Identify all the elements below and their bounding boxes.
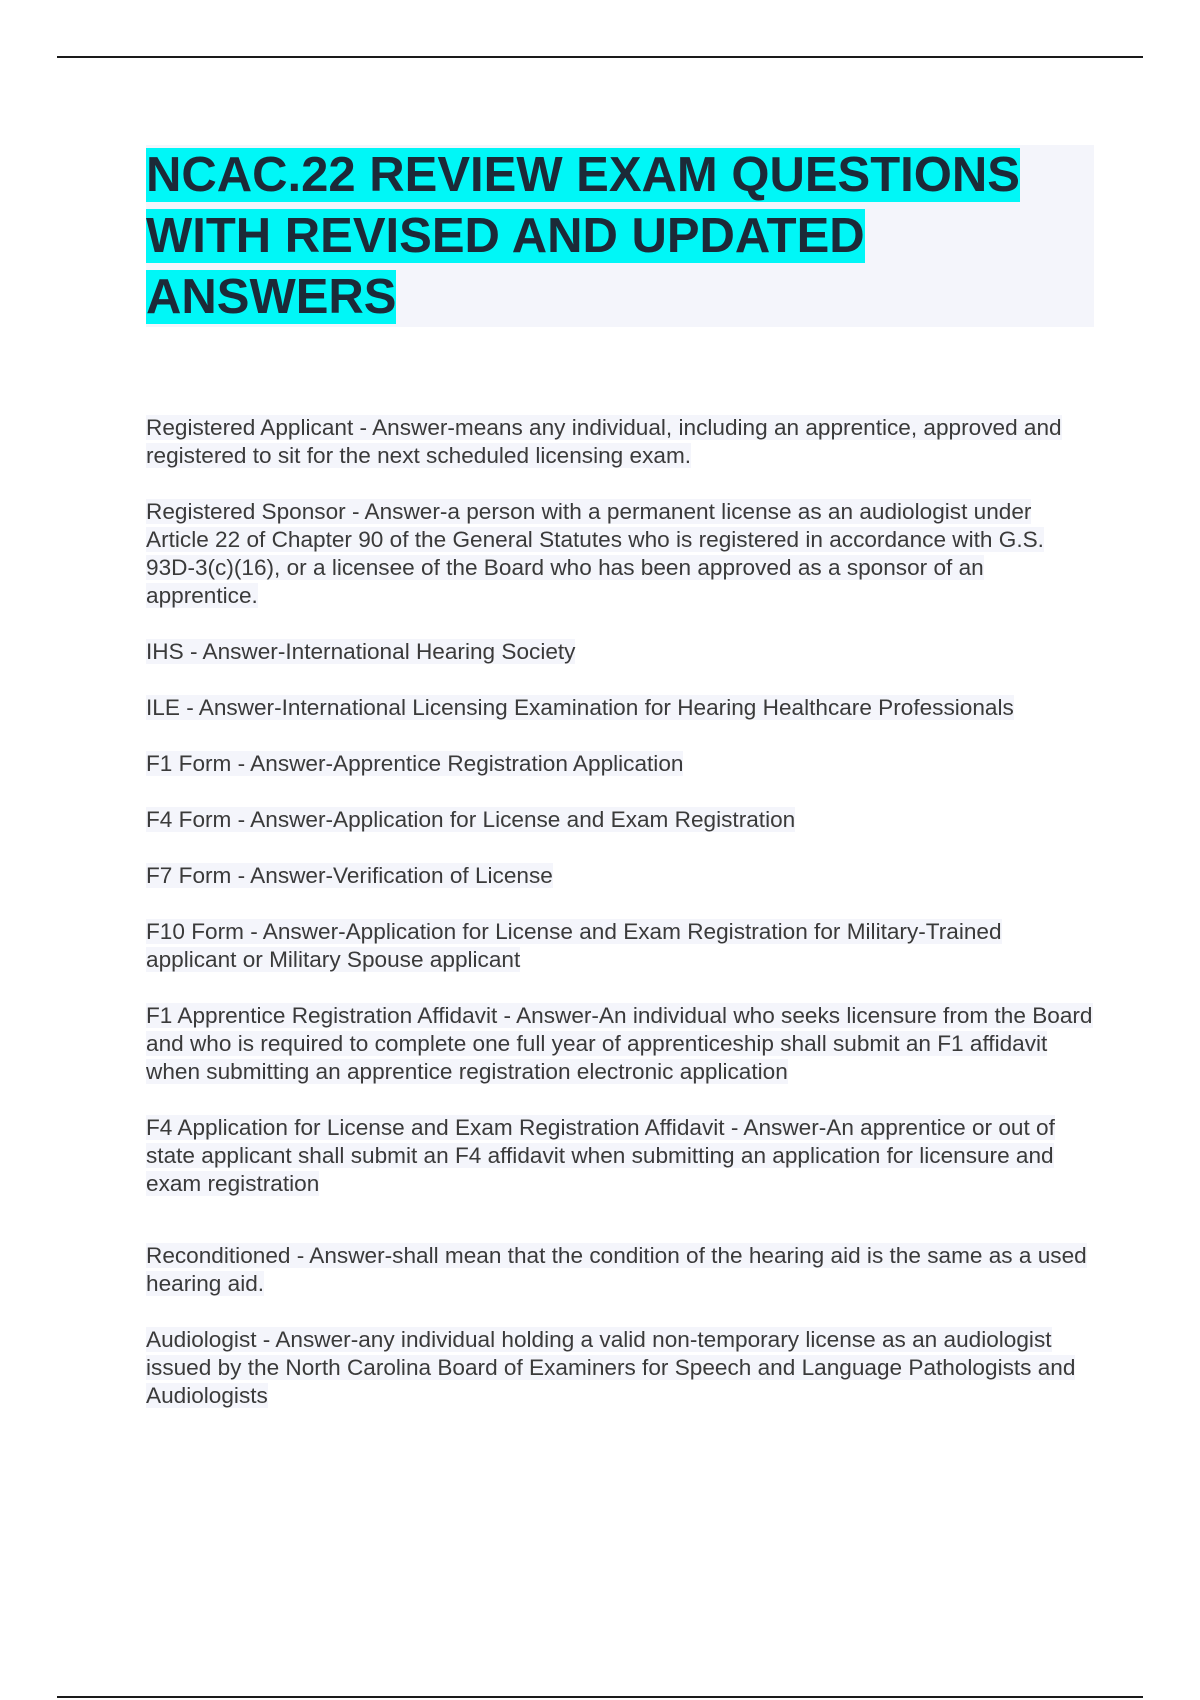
title-block — [146, 145, 1094, 327]
entry-text: F4 Application for License and Exam Registration Affidavit - Answer-An apprentice or out of state applicant shall submit an F4 affidavit when submitting an application for licensure and exam registration — [146, 1115, 1055, 1196]
entry-text: ILE - Answer-International Licensing Examination for Hearing Healthcare Professionals — [146, 695, 1014, 720]
entry-text: Audiologist - Answer-any individual holding a valid non-temporary license as an audiologist issued by the North Carolina Board of Examiners for Speech and Language Pathologists and Audiologists — [146, 1327, 1076, 1408]
entry-f1-affidavit — [146, 1002, 1096, 1086]
entry-text: F10 Form - Answer-Application for License and Exam Registration for Military-Trained applicant or Military Spouse applicant — [146, 919, 1002, 972]
entry-text: Registered Sponsor - Answer-a person with a permanent license as an audiologist under Article 22 of Chapter 90 of the General Statutes who is registered in accordance with G.S. 93D-3(c)(16), or a licensee of the Board who has been approved as a sponsor of an apprentice. — [146, 499, 1044, 608]
title-highlight: NCAC.22 REVIEW EXAM QUESTIONS WITH REVISED AND UPDATED ANSWERS — [146, 148, 1020, 324]
entry-text: Reconditioned - Answer-shall mean that the condition of the hearing aid is the same as a used hearing aid. — [146, 1243, 1087, 1296]
entry-text: Registered Applicant - Answer-means any individual, including an apprentice, approved and registered to sit for the next scheduled licensing exam. — [146, 415, 1062, 468]
entry-registered-applicant — [146, 414, 1096, 470]
entry-reconditioned — [146, 1242, 1096, 1298]
document-title — [146, 145, 1094, 328]
entry-registered-sponsor — [146, 498, 1096, 610]
entry-f4-form — [146, 806, 1096, 834]
entry-f1-form — [146, 750, 1096, 778]
entry-f10-form — [146, 918, 1096, 974]
entry-text: F7 Form - Answer-Verification of License — [146, 863, 553, 888]
entry-audiologist — [146, 1326, 1096, 1410]
entry-ile — [146, 694, 1096, 722]
entry-f7-form — [146, 862, 1096, 890]
entry-ihs — [146, 638, 1096, 666]
entry-text: F4 Form - Answer-Application for License and Exam Registration — [146, 807, 796, 832]
top-rule — [57, 56, 1143, 58]
entry-text: F1 Apprentice Registration Affidavit - Answer-An individual who seeks licensure from the Board and who is required to complete one full year of apprenticeship shall submit an F1 affidavit when submitting an apprentice registration electronic application — [146, 1003, 1093, 1084]
bottom-rule — [57, 1696, 1143, 1698]
entry-f4-affidavit — [146, 1114, 1096, 1198]
entry-text: IHS - Answer-International Hearing Society — [146, 639, 576, 664]
definition-list — [146, 414, 1096, 1410]
entry-text: F1 Form - Answer-Apprentice Registration Application — [146, 751, 684, 776]
